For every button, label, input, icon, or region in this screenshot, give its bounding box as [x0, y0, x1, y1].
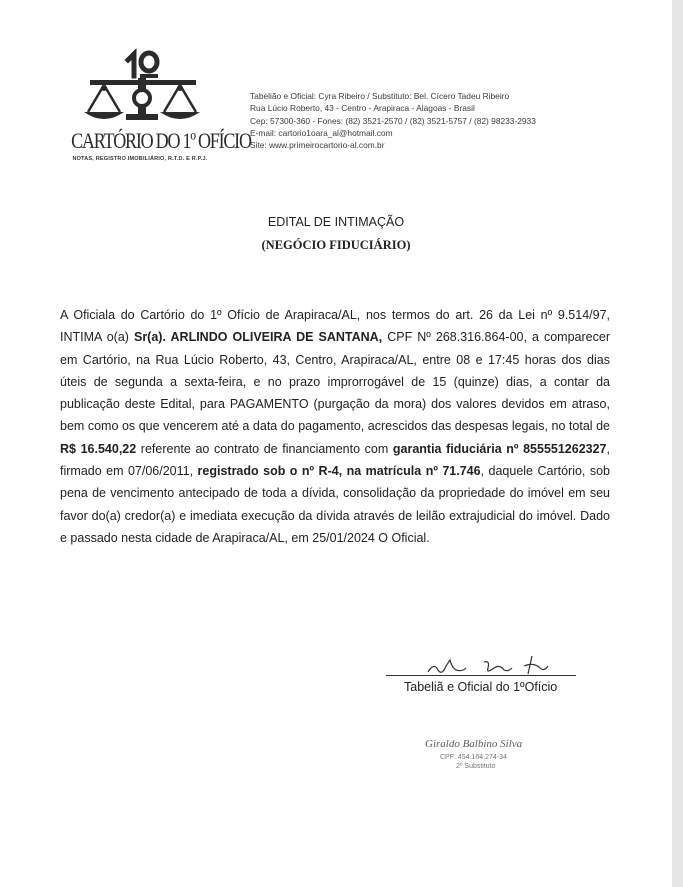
body-part-1: A Oficiala do Cartório do 1º Ofício de Arapiraca/AL, nos termos do art. 26 da Lei nº 9.514/97, INTIMA o(a) — [60, 308, 610, 345]
cartorio-logo — [56, 44, 251, 174]
logo-name: CARTÓRIO DO 1º OFÍCIO — [71, 128, 251, 153]
registry-info: registrado sob o nº R-4, na matrícula nº 71.746 — [197, 464, 481, 479]
document-title: EDITAL DE INTIMAÇÃO — [267, 215, 405, 229]
scales-of-justice-icon — [76, 44, 206, 124]
debtor-name: Sr(a). ARLINDO OLIVEIRA DE SANTANA, — [133, 330, 383, 345]
guarantee-number: garantia fiduciária nº 855551262327 — [392, 441, 607, 456]
info-line-address: Rua Lúcio Roberto, 43 - Centro - Arapiraca - Alagoas - Brasil — [250, 103, 475, 114]
info-line-site: Site: www.primeirocartorio-al.com.br — [250, 140, 385, 151]
body-part-3: referente ao contrato de financiamento com — [136, 441, 393, 456]
signature-caption: Tabeliã e Oficial do 1ºOfício — [404, 680, 558, 694]
info-line-officer: Tabelião e Oficial: Cyra Ribeiro / Substituto: Bel. Cícero Tadeu Ribeiro — [250, 91, 510, 101]
notice-body — [60, 304, 610, 549]
logo-subtitle: NOTAS, REGISTRO IMOBILIÁRIO, R.T.D. E R.P.J. — [72, 156, 208, 162]
stamp-name: Giraldo Balbino Silva — [425, 738, 523, 750]
signature-line — [386, 675, 576, 676]
page-edge — [672, 0, 683, 887]
office-contact-info — [250, 90, 536, 151]
body-part-4: , firmado em 07/06/2011, — [60, 441, 610, 479]
stamp-role: 2º Substituto — [456, 763, 496, 770]
stamp-cpf: CPF: 454.164.274-34 — [440, 754, 507, 761]
info-line-email: E-mail: cartorio1oara_al@hotmail.com — [250, 127, 393, 138]
debt-amount: R$ 16.540,22 — [60, 441, 137, 456]
body-part-5: , daquele Cartório, sob pena de vencimento antecipado de toda a dívida, consolidação da propriedade do imóvel em seu favor do(a) credor(a) e imediata execução da dívida através de leilão extrajudicial do imóvel. Dado e passado nesta cidade de Arapiraca/AL, em 25/01/2024 O Oficial. — [60, 464, 611, 545]
document-subtitle: (NEGÓCIO FIDUCIÁRIO) — [261, 238, 411, 252]
info-line-phones: Cep: 57300-360 - Fones: (82) 3521-2570 / (82) 3521-5757 / (82) 98233-2933 — [250, 115, 536, 126]
body-part-2: CPF Nº 268.316.864-00, a comparecer em Cartório, na Rua Lúcio Roberto, 43, Centro, Arapiraca/AL, entre 08 e 17:45 horas dos dias úteis de segunda a sexta-feira, e no prazo improrrogável de 15 (quinze) dias, a contar da publicação deste Edital, para PAGAMENTO (purgação da mora) dos valores devidos em atraso, bem como os que vencerem até a data do pagamento, acrescidos das despesas legais, no total de — [60, 330, 610, 434]
